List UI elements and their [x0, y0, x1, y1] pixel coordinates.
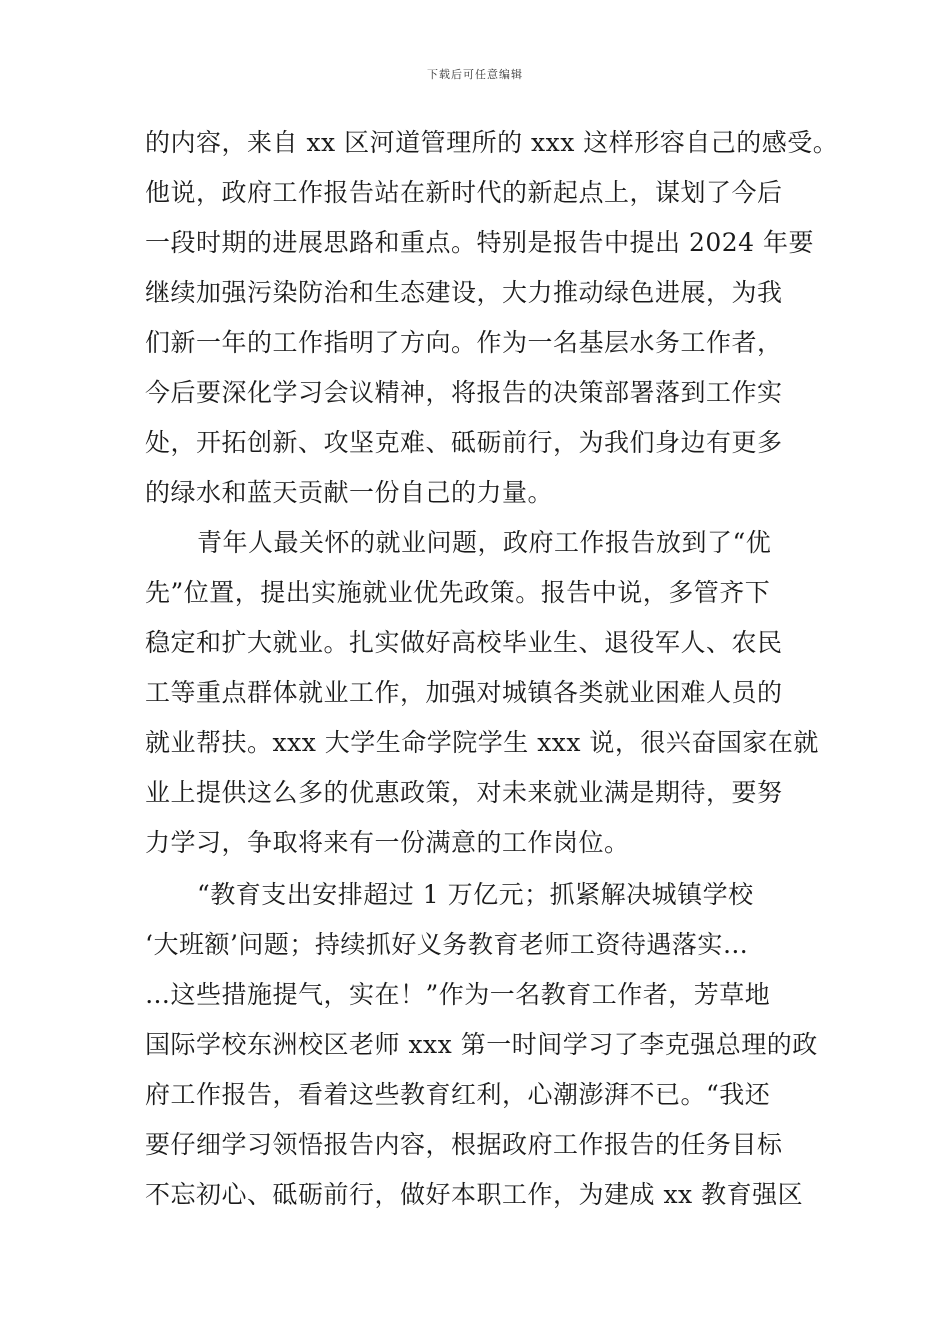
- text-line: 青年人最关怀的就业问题，政府工作报告放到了“优: [197, 528, 772, 557]
- text-line: 就业帮扶。xxx 大学生命学院学生 xxx 说，很兴奋国家在就: [145, 728, 819, 757]
- text-line: 处，开拓创新、攻坚克难、砥砺前行，为我们身边有更多: [145, 428, 783, 457]
- text-line: …这些措施提气，实在！”作为一名教育工作者，芳草地: [145, 980, 771, 1009]
- text-line: 不忘初心、砥砺前行，做好本职工作，为建成 xx 教育强区: [145, 1180, 804, 1209]
- text-line: 今后要深化学习会议精神，将报告的决策部署落到工作实: [145, 378, 783, 407]
- text-line: 的内容，来自 xx 区河道管理所的 xxx 这样形容自己的感受。: [145, 128, 839, 157]
- text-line: 继续加强污染防治和生态建设，大力推动绿色进展，为我: [145, 278, 783, 307]
- text-line: 稳定和扩大就业。扎实做好高校毕业生、退役军人、农民: [145, 628, 783, 657]
- text-line: ‘大班额’问题；持续抓好义务教育老师工资待遇落实…: [145, 930, 749, 959]
- text-line: 业上提供这么多的优惠政策，对未来就业满是期待，要努: [145, 778, 783, 807]
- text-line: “教育支出安排超过 1 万亿元；抓紧解决城镇学校: [197, 880, 754, 909]
- text-line: 的绿水和蓝天贡献一份自己的力量。: [145, 478, 554, 507]
- text-line: 们新一年的工作指明了方向。作为一名基层水务工作者，: [145, 328, 783, 357]
- text-line: 他说，政府工作报告站在新时代的新起点上，谋划了今后: [145, 178, 783, 207]
- text-line: 一段时期的进展思路和重点。特别是报告中提出 2024 年要: [145, 228, 815, 257]
- text-line: 国际学校东洲校区老师 xxx 第一时间学习了李克强总理的政: [145, 1030, 818, 1059]
- text-line: 要仔细学习领悟报告内容，根据政府工作报告的任务目标: [145, 1130, 783, 1159]
- page-header-note: 下载后可任意编辑: [427, 68, 523, 81]
- text-line: 先”位置，提出实施就业优先政策。报告中说，多管齐下: [145, 578, 771, 607]
- text-line: 工等重点群体就业工作，加强对城镇各类就业困难人员的: [145, 678, 783, 707]
- text-line: 力学习，争取将来有一份满意的工作岗位。: [145, 828, 630, 857]
- text-line: 府工作报告，看着这些教育红利，心潮澎湃不已。“我还: [145, 1080, 771, 1109]
